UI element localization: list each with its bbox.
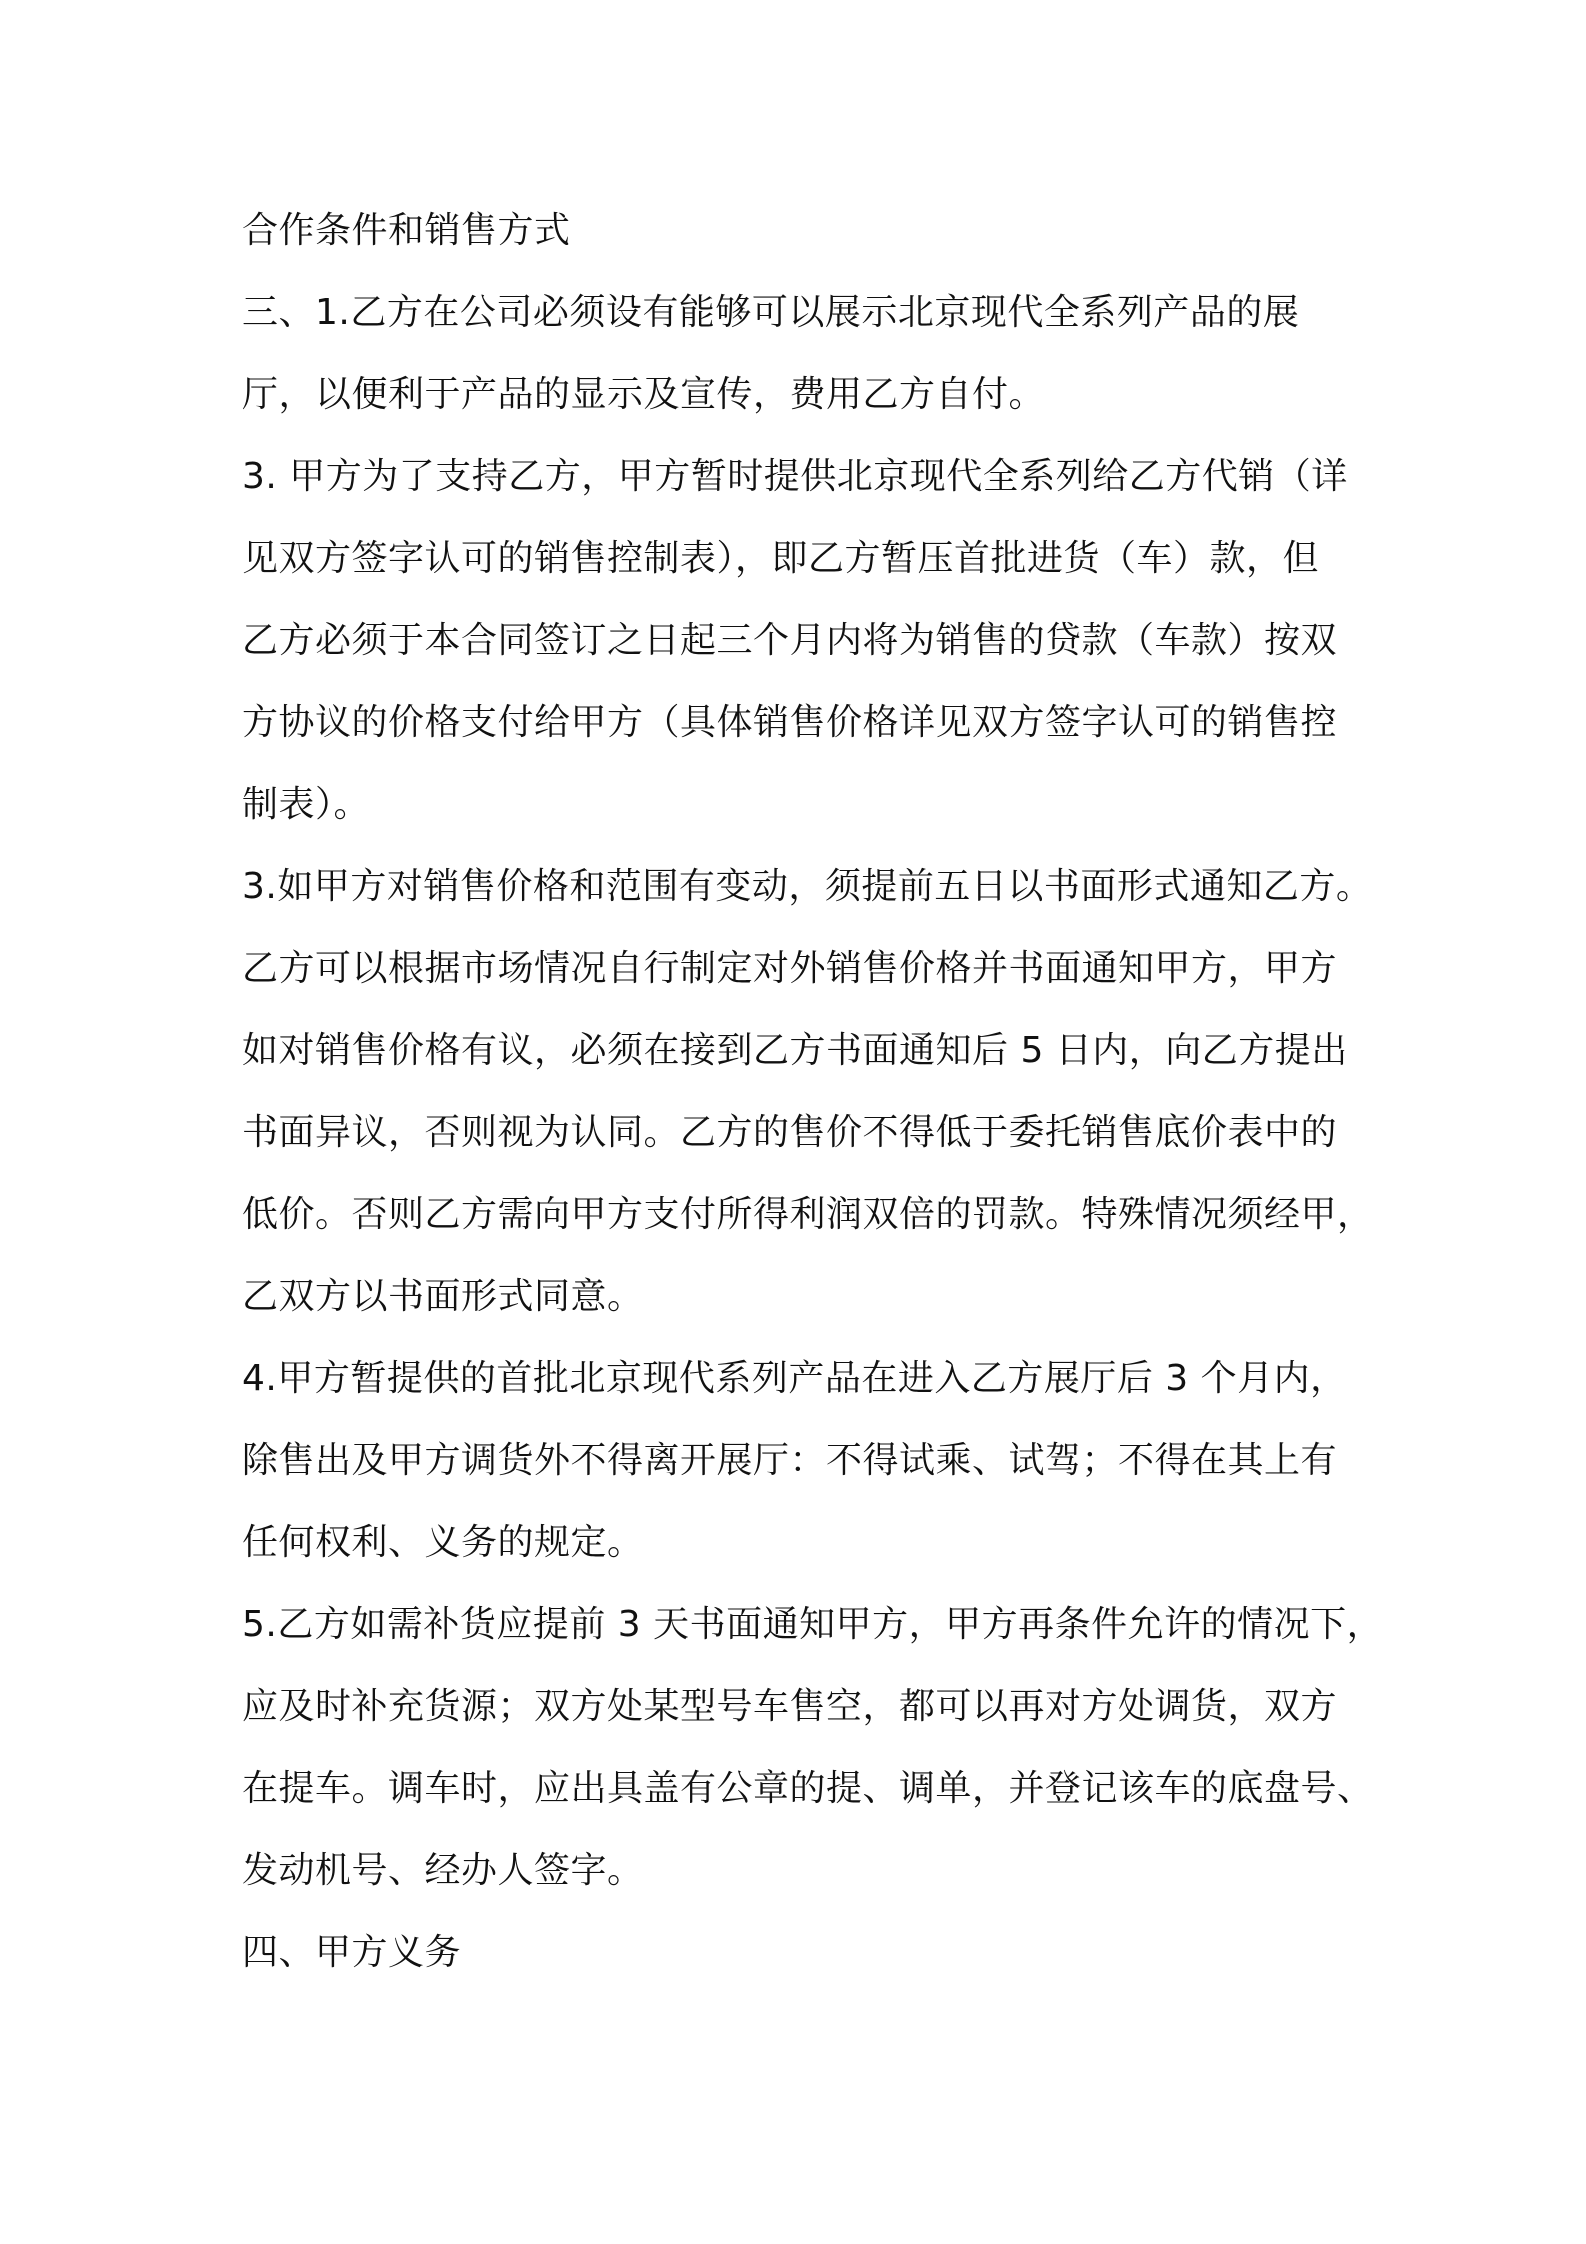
paragraph-line: 除售出及甲方调货外不得离开展厅：不得试乘、试驾；不得在其上有	[242, 1440, 1338, 1481]
paragraph-line: 3. 甲方为了支持乙方，甲方暂时提供北京现代全系列给乙方代销（详	[242, 456, 1348, 497]
paragraph-line: 三、1.乙方在公司必须设有能够可以展示北京现代全系列产品的展	[242, 292, 1300, 333]
paragraph-line: 发动机号、经办人签字。	[242, 1850, 644, 1891]
section-heading-cooperation: 合作条件和销售方式	[242, 210, 571, 251]
paragraph-line: 在提车。调车时，应出具盖有公章的提、调单，并登记该车的底盘号、	[242, 1768, 1374, 1809]
paragraph-line: 书面异议，否则视为认同。乙方的售价不得低于委托销售底价表中的	[242, 1112, 1338, 1153]
paragraph-line: 乙双方以书面形式同意。	[242, 1276, 644, 1317]
paragraph-line: 乙方可以根据市场情况自行制定对外销售价格并书面通知甲方，甲方	[242, 948, 1338, 989]
paragraph-line: 应及时补充货源；双方处某型号车售空，都可以再对方处调货，双方	[242, 1686, 1338, 1727]
paragraph-line: 5.乙方如需补货应提前 3 天书面通知甲方，甲方再条件允许的情况下，	[242, 1604, 1384, 1645]
paragraph-line: 方协议的价格支付给甲方（具体销售价格详见双方签字认可的销售控	[242, 702, 1338, 743]
paragraph-line: 3.如甲方对销售价格和范围有变动，须提前五日以书面形式通知乙方。	[242, 866, 1373, 907]
paragraph-line: 厅，以便利于产品的显示及宣传，费用乙方自付。	[242, 374, 1046, 415]
paragraph-line: 乙方必须于本合同签订之日起三个月内将为销售的贷款（车款）按双	[242, 620, 1338, 661]
paragraph-line: 如对销售价格有议，必须在接到乙方书面通知后 5 日内，向乙方提出	[242, 1030, 1348, 1071]
section-heading-party-a-obligations: 四、甲方义务	[242, 1932, 462, 1973]
paragraph-line: 4.甲方暂提供的首批北京现代系列产品在进入乙方展厅后 3 个月内，	[242, 1358, 1347, 1399]
paragraph-line: 制表）。	[242, 784, 371, 825]
paragraph-line: 见双方签字认可的销售控制表），即乙方暂压首批进货（车）款，但	[242, 538, 1320, 579]
paragraph-line: 低价。否则乙方需向甲方支付所得利润双倍的罚款。特殊情况须经甲，	[242, 1194, 1374, 1235]
document-body	[242, 190, 1384, 1994]
paragraph-line: 任何权利、义务的规定。	[242, 1522, 644, 1563]
